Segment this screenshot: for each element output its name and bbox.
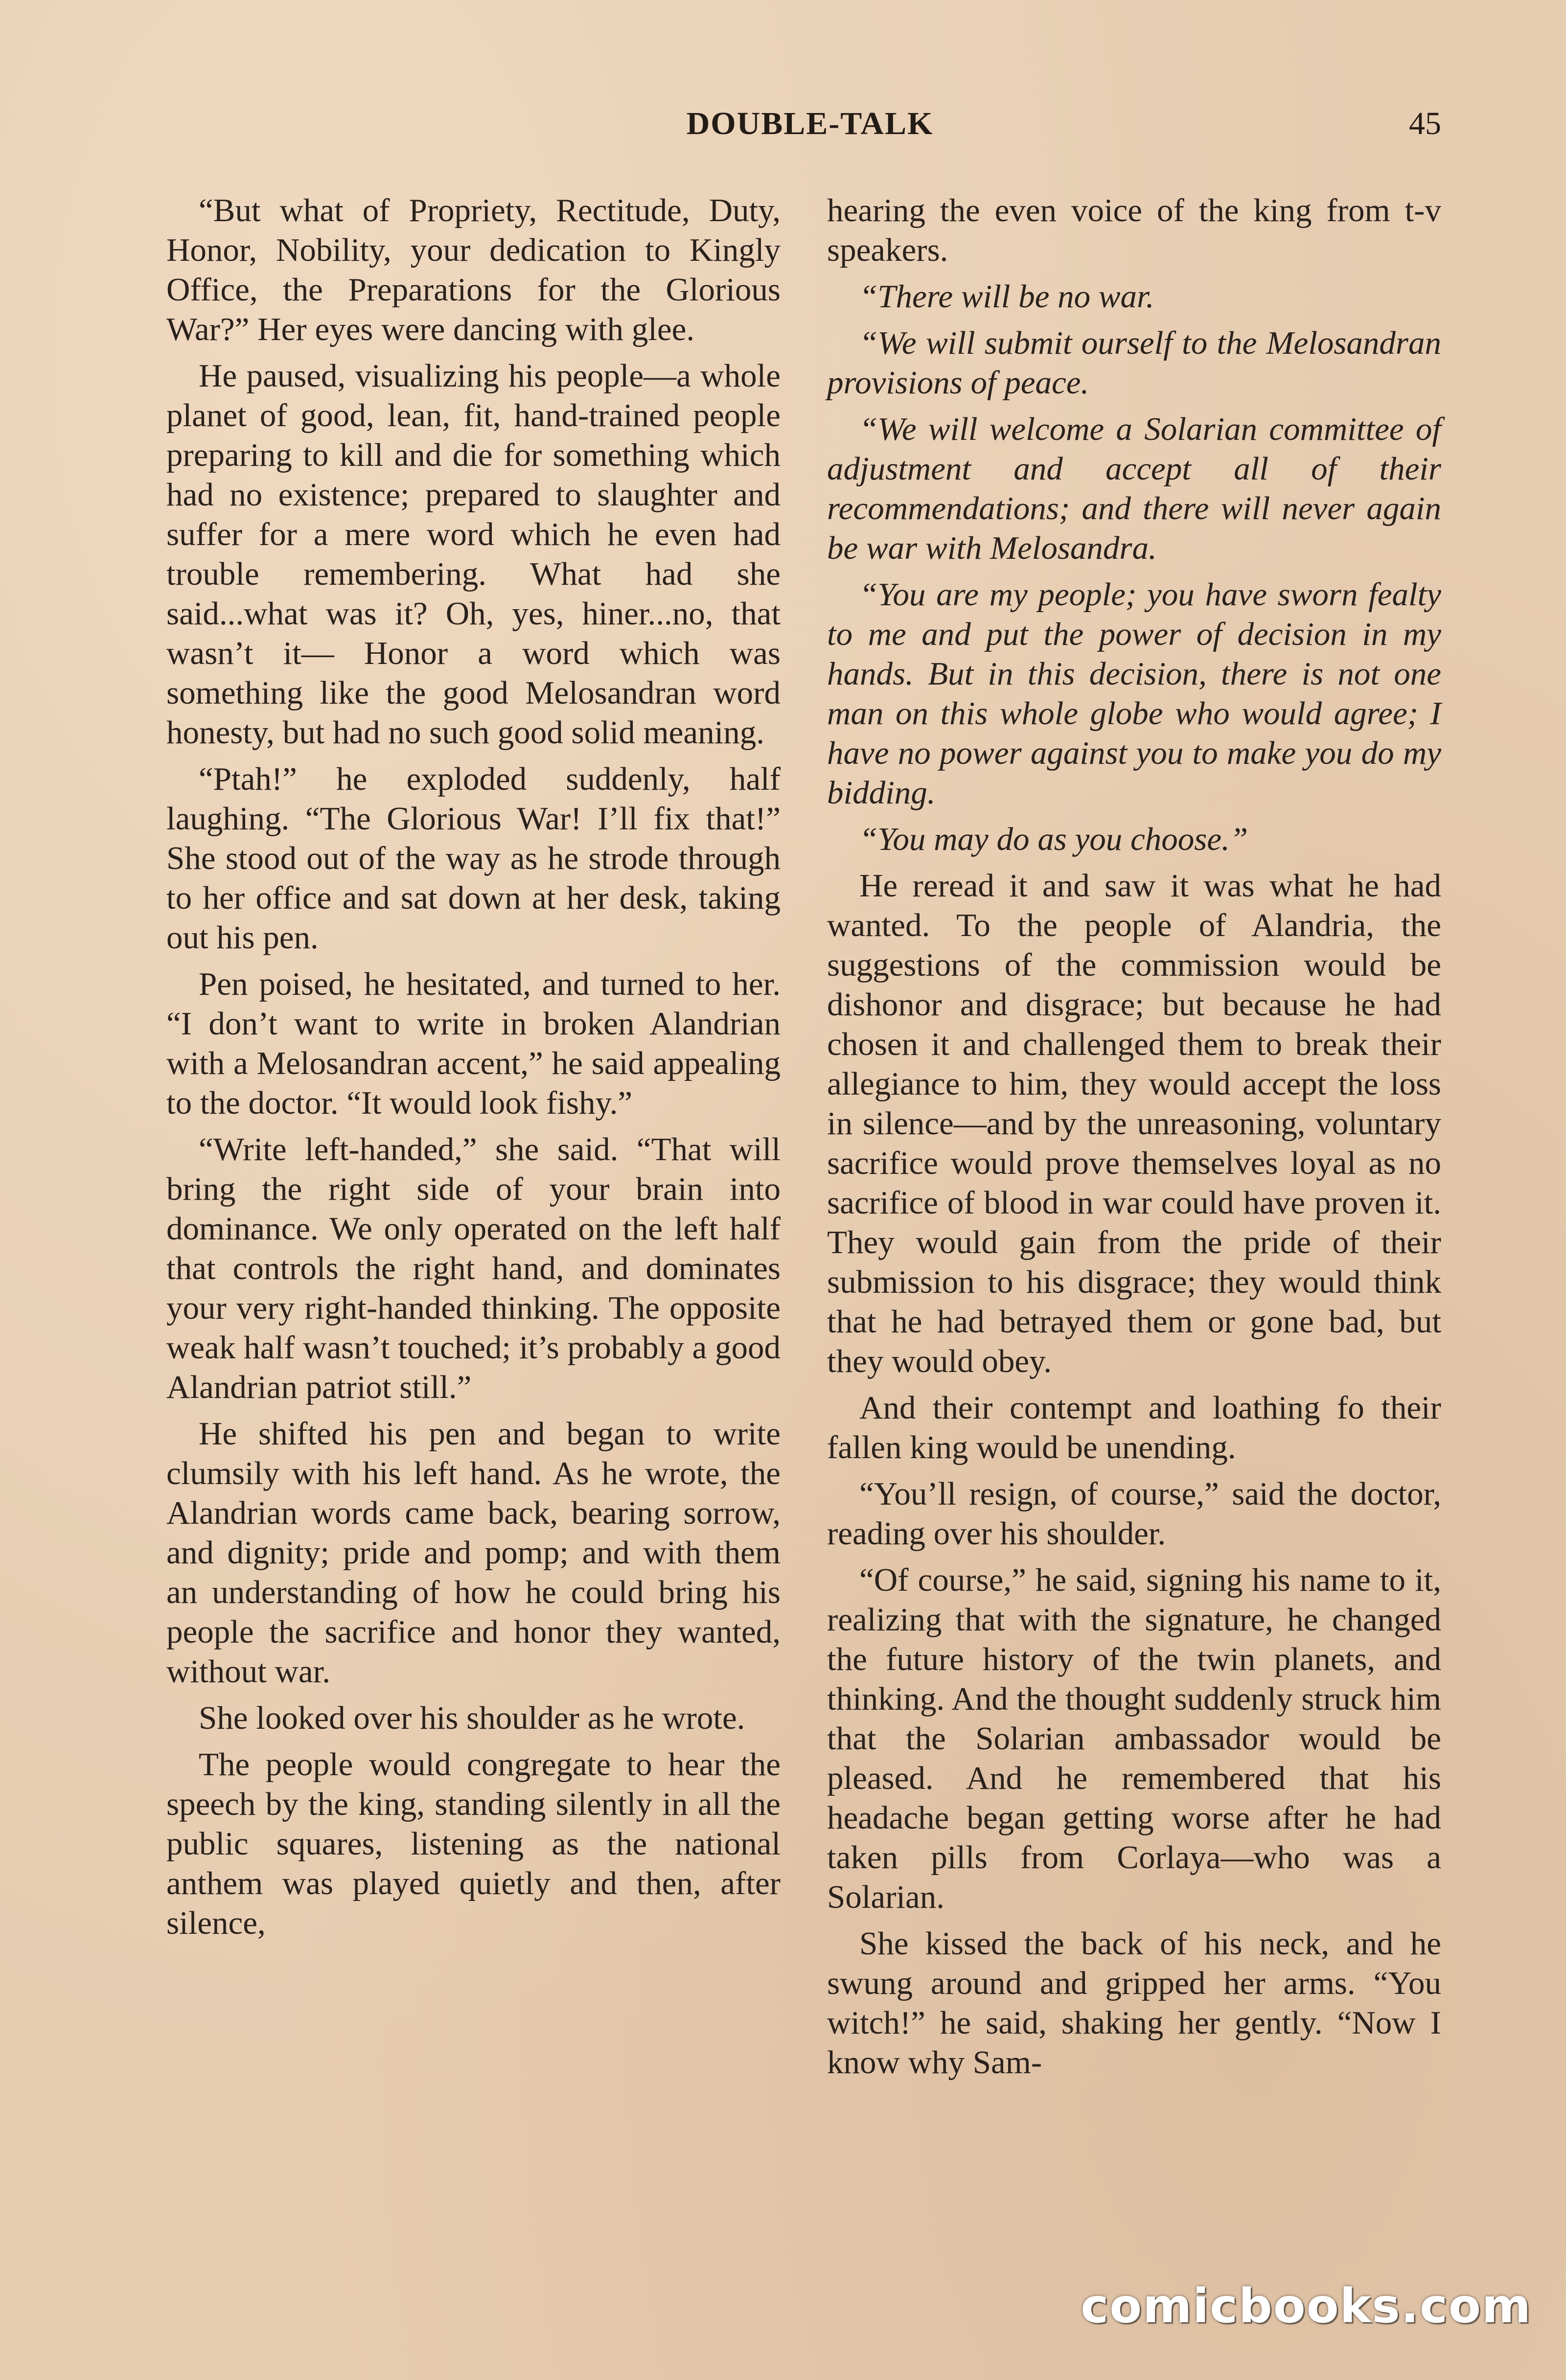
paragraph: “Of course,” he said, signing his name to it, realizing that with the signature, he changed the future history of the twin planets, and thinking. And the thought suddenly struck him that the Solarian ambassador would be pleased. And he remembered that his headache began getting worse after he had taken pills from Corlaya—who was a Solarian. xyxy=(827,1562,1441,1915)
left-text-column xyxy=(166,191,781,1950)
speech-paragraph: “You are my people; you have sworn fealty to me and put the power of decision in my hands. But in this decision, there is not one man on this whole globe who would agree; I have no power against you to make you do my bidding. xyxy=(827,576,1441,811)
paragraph: “Write left-handed,” she said. “That will bring the right side of your brain into dominance. We only operated on the left half that controls the right hand, and dominates your very right-handed thinking. The opposite weak half wasn’t touched; it’s probably a good Alandrian patriot still.” xyxy=(166,1131,781,1405)
paragraph: Pen poised, he hesitated, and turned to her. “I don’t want to write in broken Alandrian with a Melosandran accent,” he said appealing to the doctor. “It would look fishy.” xyxy=(166,966,781,1121)
paragraph: “But what of Propriety, Rectitude, Duty, Honor, Nobility, your dedication to Kingly Office, the Preparations for the Glorious War?” Her eyes were dancing with glee. xyxy=(166,192,781,347)
speech-paragraph: “We will submit ourself to the Melosandran provisions of peace. xyxy=(827,325,1441,401)
running-header xyxy=(164,105,1456,159)
paragraph: She looked over his shoulder as he wrote. xyxy=(199,1700,745,1736)
chapter-title: DOUBLE-TALK xyxy=(686,106,934,141)
paragraph: She kissed the back of his neck, and he swung around and gripped her arms. “You witch!” he said, shaking her gently. “Now I know why Sam- xyxy=(827,1925,1441,2081)
paragraph: “You’ll resign, of course,” said the doctor, reading over his shoulder. xyxy=(827,1476,1441,1552)
site-watermark: comicbooks.com xyxy=(1081,2279,1532,2334)
speech-paragraph: “There will be no war. xyxy=(859,278,1154,315)
page-number: 45 xyxy=(1409,106,1441,141)
right-text-column xyxy=(827,191,1441,2089)
paragraph: He shifted his pen and began to write clumsily with his left hand. As he wrote, the Alandrian words came back, bearing sorrow, and dignity; pride and pomp; and with them an understanding of how he could bring his people the sacrifice and honor they wanted, without war. xyxy=(166,1416,781,1690)
paragraph: hearing the even voice of the king from t-v speakers. xyxy=(827,192,1441,268)
paragraph: The people would congregate to hear the speech by the king, standing silently in all the public squares, listening as the national anthem was played quietly and then, after silence, xyxy=(166,1746,781,1941)
paragraph: He paused, visualizing his people—a whole planet of good, lean, fit, hand-trained people preparing to kill and die for something which had no existence; prepared to slaughter and suffer for a mere word which he even had trouble remembering. What had she said...what was it? Oh, yes, hiner...no, that wasn’t it— Honor a word which was something like the good Melosandran word honesty, but had no such good solid meaning. xyxy=(166,358,781,751)
paragraph: “Ptah!” he exploded suddenly, half laughing. “The Glorious War! I’ll fix that!” She stood out of the way as he strode through to her office and sat down at her desk, taking out his pen. xyxy=(166,761,781,956)
paragraph: And their contempt and loathing fo their fallen king would be unending. xyxy=(827,1390,1441,1465)
speech-paragraph: “You may do as you choose.” xyxy=(859,821,1248,857)
speech-paragraph: “We will welcome a Solarian committee of adjustment and accept all of their recommendations; and there will never again be war with Melosandra. xyxy=(827,411,1441,566)
paragraph: He reread it and saw it was what he had wanted. To the people of Alandria, the suggestions of the commission would be dishonor and disgrace; but because he had chosen it and challenged them to break their allegiance to him, they would accept the loss in silence—and by the unreasoning, voluntary sacrifice would prove themselves loyal as no sacrifice of blood in war could have proven it. They would gain from the pride of their submission to his disgrace; they would think that he had betrayed them or gone bad, but they would obey. xyxy=(827,868,1441,1379)
